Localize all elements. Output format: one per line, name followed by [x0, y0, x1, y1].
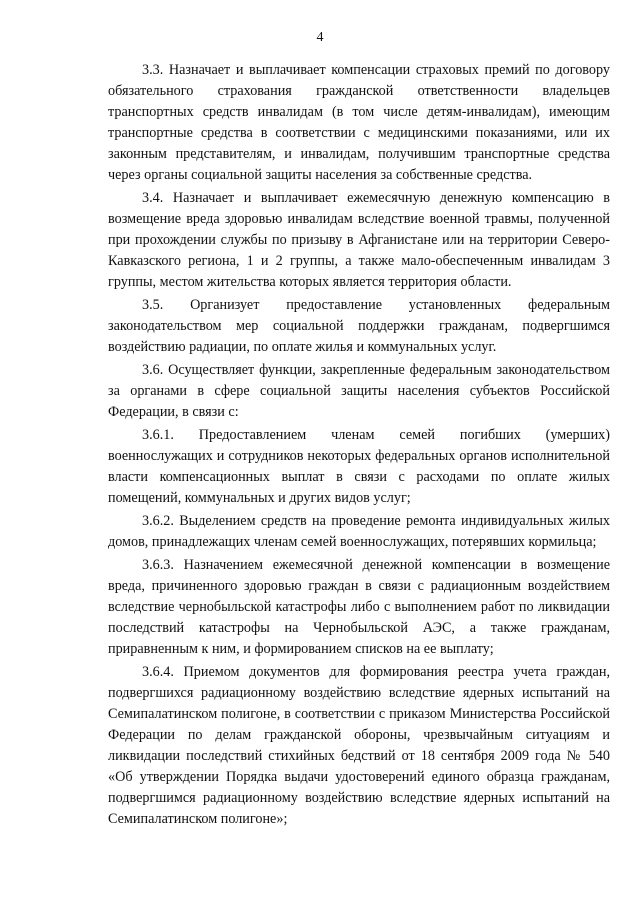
paragraph-3-6-4: 3.6.4. Приемом документов для формирования реестра учета граждан, подвергшихся радиационному воздействию вследствие ядерных испытаний на Семипалатинском полигоне, в соответствии с приказом Министерства Российской Федерации по делам гражданской обороны, чрезвычайным ситуациям и ликвидации последствий стихийных бедствий от 18 сентября 2009 года № 540 «Об утверждении Порядка выдачи удостоверений единого образца гражданам, подвергшимся радиационному воздействию вследствие ядерных испытаний на Семипалатинском полигоне»;: [108, 664, 610, 827]
paragraph-3-4: 3.4. Назначает и выплачивает ежемесячную денежную компенсацию в возмещение вреда здоровью инвалидам вследствие военной травмы, полученной при прохождении службы по призыву в Афганистане или на территории Северо-Кавказского региона, 1 и 2 группы, а также мало-обеспеченным инвалидам 3 группы, местом жительства которых является территория области.: [108, 190, 610, 290]
paragraph-3-6: 3.6. Осуществляет функции, закрепленные федеральным законодательством за органами в сфере социальной защиты населения субъектов Российской Федерации, в связи с:: [108, 362, 610, 420]
paragraph-3-6-2: 3.6.2. Выделением средств на проведение ремонта индивидуальных жилых домов, принадлежащих членам семей военнослужащих, потерявших кормильца;: [108, 513, 610, 550]
paragraph-3-6-1: 3.6.1. Предоставлением членам семей погибших (умерших) военнослужащих и сотрудников некоторых федеральных органов исполнительной власти компенсационных выплат в связи с расходами по оплате жилых помещений, коммунальных и других видов услуг;: [108, 427, 610, 506]
paragraph-3-6-3: 3.6.3. Назначением ежемесячной денежной компенсации в возмещение вреда, причиненного здоровью граждан в связи с радиационным воздействием вследствие чернобыльской катастрофы либо с выполнением работ по ликвидации последствий катастрофы на Чернобыльской АЭС, а также гражданам, приравненным к ним, и формированием списков на ее выплату;: [108, 557, 610, 657]
paragraph-3-5: 3.5. Организует предоставление установленных федеральным законодательством мер социальной поддержки гражданам, подвергшимся воздействию радиации, по оплате жилья и коммунальных услуг.: [108, 297, 610, 355]
paragraph-3-3: 3.3. Назначает и выплачивает компенсации страховых премий по договору обязательного страхования гражданской ответственности владельцев транспортных средств инвалидам (в том числе детям-инвалидам), имеющим транспортные средства в соответствии с медицинскими показаниями, или их законным представителям, и инвалидам, получившим транспортные средства через органы социальной защиты населения за собственные средства.: [108, 62, 610, 183]
page-number: 4: [316, 30, 324, 45]
document-body: [108, 60, 610, 830]
